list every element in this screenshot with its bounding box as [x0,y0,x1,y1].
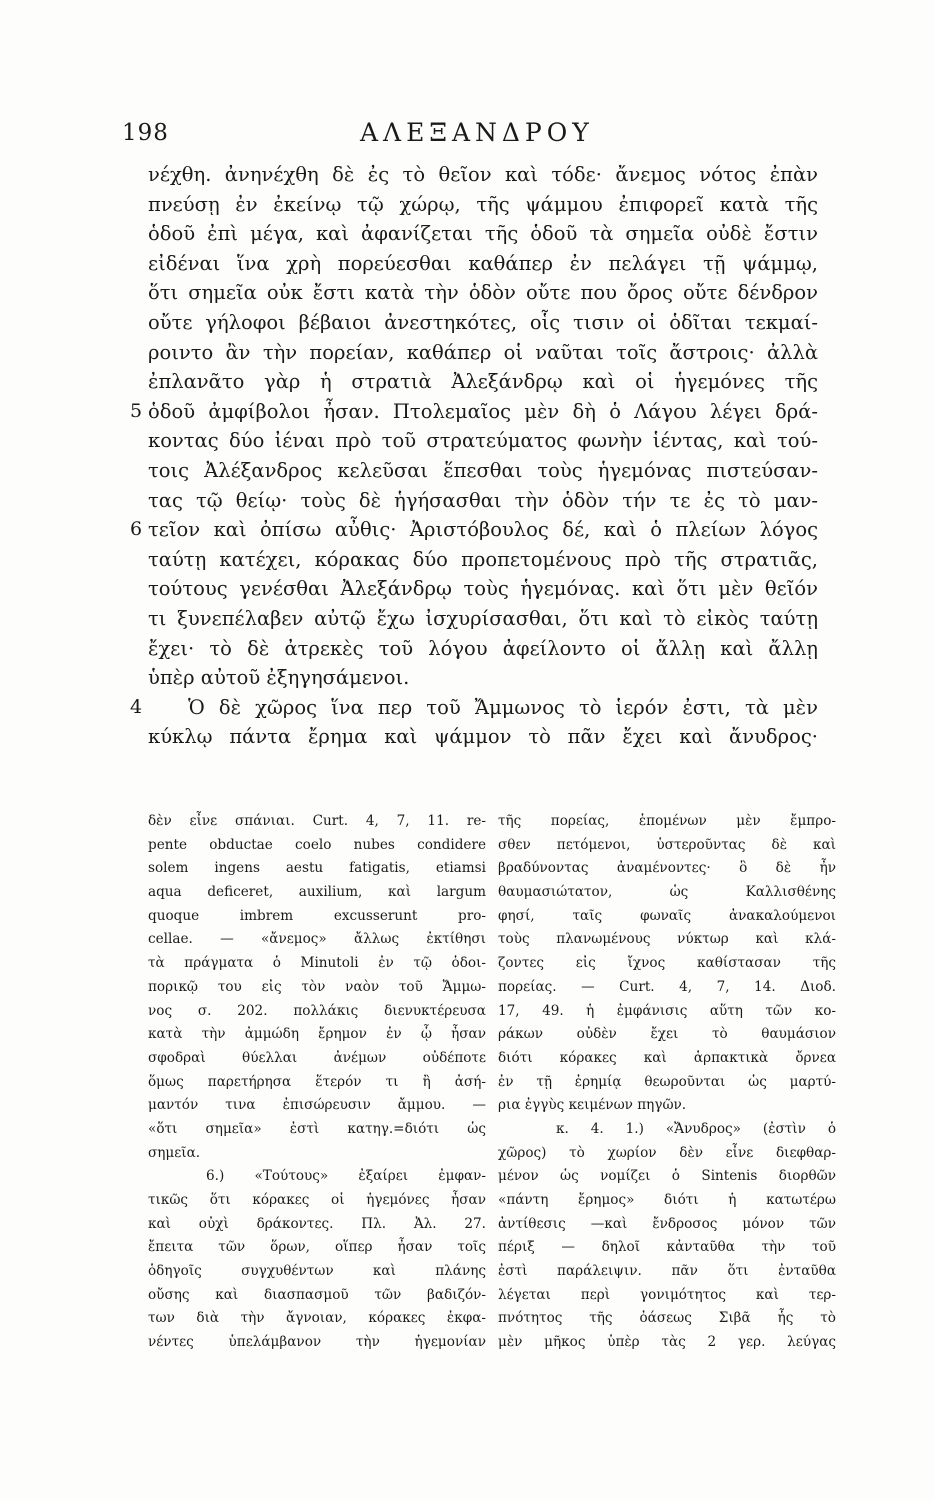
main-text-line [148,160,818,190]
commentary-line: πορείας. — Curt. 4, 7, 14. Διοδ. [498,978,836,995]
commentary-line: νέντες ὑπελάμβανον τὴν ἡγεμονίαν [148,1334,486,1351]
main-text-line [148,367,818,397]
main-text-line [130,397,818,427]
commentary-line: ὅμως παρετήρησα ἕτερόν τι ἢ ἀσή- [148,1073,486,1090]
main-text-content: τεῖον καὶ ὀπίσω αὖθις· Ἀριστόβουλος δέ, καὶ ὁ πλείων λόγος [148,518,818,542]
commentary-line: σθεν πετόμενοι, ὑστεροῦντας δὲ καὶ [498,836,836,853]
main-text-line [148,426,818,456]
commentary-line: τὰ πράγματα ὁ Minutoli ἐν τῷ ὁδοι- [148,955,486,972]
commentary-line: ἐστὶ παράλειψιν. πᾶν ὅτι ἐνταῦθα [498,1263,836,1280]
commentary-line: χῶρος) τὸ χωρίον δὲν εἶνε διεφθαρ- [498,1144,836,1161]
main-text-line [148,604,818,634]
commentary-line: ὁδηγοῖς συγχυθέντων καὶ πλάνης [148,1263,486,1280]
commentary-line: διότι κόρακες καὶ ἁρπακτικὰ ὄρνεα [498,1049,836,1066]
main-text-content: ὑπὲρ αὐτοῦ ἐξηγησάμενοι. [148,666,410,690]
commentary-line: pente obductae coelo nubes condidere [148,836,486,853]
main-text-content: κοντας δύο ἰέναι πρὸ τοῦ στρατεύματος φωνὴν ἱέντας, καὶ τού- [148,429,818,453]
main-text-content: νέχθη. ἀνηνέχθη δὲ ἐς τὸ θεῖον καὶ τόδε· ἄνεμος νότος ἐπὰν [148,163,818,186]
main-text-line [148,219,818,249]
commentary-line: μαντόν τινα ἐπισώρευσιν ἄμμου. — [148,1097,486,1114]
main-text-content: ταύτῃ κατέχει, κόρακας δύο προπετομένους πρὸ τῆς στρατιᾶς, [148,547,818,571]
main-text-content: ὅτι σημεῖα οὐκ ἔστι κατὰ τὴν ὁδὸν οὔτε που ὄρος οὔτε δένδρον [148,281,818,305]
main-text-content: Ὁ δὲ χῶρος ἵνα περ τοῦ Ἄμμωνος τὸ ἱερόν ἐστι, τὰ μὲν [188,695,818,719]
main-text-line [130,515,818,545]
main-text-line [148,456,818,486]
commentary-line: τικῶς ὅτι κόρακες οἱ ἡγεμόνες ἦσαν [148,1192,486,1208]
main-greek-text [130,160,818,752]
commentary-line: μὲν μῆκος ὑπὲρ τὰς 2 γερ. λεύγας [498,1334,836,1351]
commentary-line: πέριξ — δηλοῖ κἀνταῦθα τὴν τοῦ [498,1239,836,1256]
main-text-line [148,574,818,604]
commentary-line: φησί, ταῖς φωναῖς ἀνακαλούμενοι [498,907,836,924]
commentary-line: θαυμασιώτατον, ὡς Καλλισθένης [498,884,836,901]
commentary-line: quoque imbrem excusserunt pro- [148,907,486,924]
commentary-line: κ. 4. 1.) «Ἄνυδρος» (ἐστὶν ὁ [556,1120,836,1137]
main-text-line [148,663,818,693]
main-text-line [148,338,818,368]
main-text-line [148,486,818,516]
section-number: 4 [130,695,143,718]
main-text-line [148,545,818,575]
commentary-line: μένον ὡς νομίζει ὁ Sintenis διορθῶν [498,1168,836,1185]
main-text-line [148,634,818,664]
commentary-line: σημεῖα. [148,1144,201,1161]
main-text-line [148,722,818,752]
commentary-line: λέγεται περὶ γονιμότητος καὶ τερ- [498,1286,836,1303]
main-text-content: τι ξυνεπέλαβεν αὐτῷ ἔχω ἰσχυρίσασθαι, ὅτι καὶ τὸ εἰκὸς ταύτῃ [148,606,818,630]
commentary-line: πορικῷ του εἰς τὸν ναὸν τοῦ Ἄμμω- [148,978,486,995]
commentary-line: ζοντες εἰς ἴχνος καθίστασαν τῆς [498,955,836,972]
commentary-line: ἐν τῇ ἐρημίᾳ θεωροῦνται ὡς μαρτύ- [498,1073,836,1090]
commentary-line: aqua deficeret, auxilium, καὶ largum [148,884,486,901]
main-text-content: κύκλῳ πάντα ἔρημα καὶ ψάμμον τὸ πᾶν ἔχει καὶ ἄνυδρος· [148,725,818,749]
main-text-content: εἰδέναι ἵνα χρὴ πορεύεσθαι καθάπερ ἐν πελάγει τῇ ψάμμῳ, [148,251,818,275]
commentary-line: 17, 49. ἡ ἐμφάνισις αὕτη τῶν κο- [498,1002,836,1019]
commentary-line: ρια ἐγγὺς κειμένων πηγῶν. [498,1097,687,1114]
page-number: 198 [122,120,169,146]
commentary-line: πνότητος τῆς ὀάσεως Σιβᾶ ἧς τὸ [498,1310,836,1327]
main-text-content: ἔχει· τὸ δὲ ἀτρεκὲς τοῦ λόγου ἀφείλοντο οἱ ἄλλῃ καὶ ἄλλῃ [148,636,818,660]
main-text-line [148,278,818,308]
main-text-content: τούτους γενέσθαι Ἀλεξάνδρῳ τοὺς ἡγεμόνας. καὶ ὅτι μὲν θεῖόν [148,577,818,601]
commentary-line: σφοδραὶ θύελλαι ἀνέμων οὐδέποτε [148,1049,486,1066]
commentary-line: 6.) «Τούτους» ἐξαίρει ἐμφαν- [206,1168,486,1185]
commentary-line: οὔσης καὶ διασπασμοῦ τῶν βαδιζόν- [148,1286,486,1303]
commentary-line: καὶ οὐχὶ δράκοντες. Πλ. Ἀλ. 27. [148,1215,486,1232]
commentary-line: τοὺς πλανωμένους νύκτωρ καὶ κλά- [498,931,836,948]
commentary-line: τῆς πορείας, ἑπομένων μὲν ἔμπρο- [498,813,836,829]
commentary-column-left [148,810,486,1355]
main-text-line [148,249,818,279]
commentary-line: «πάντη ἔρημος» διότι ἡ κατωτέρω [498,1192,836,1208]
running-head: ΑΛΕΞΑΝΔΡΟΥ [360,118,594,147]
commentary-line: ἀντίθεσις —καὶ ἔνδροσος μόνον τῶν [498,1215,836,1232]
commentary-line: βραδύνοντας ἀναμένοντες· ὃ δὲ ἦν [498,860,836,877]
main-text-content: οὔτε γήλοφοι βέβαιοι ἀνεστηκότες, οἷς τισιν οἱ ὁδῖται τεκμαί- [148,310,818,334]
section-number: 5 [130,399,143,422]
section-number: 6 [130,518,143,541]
commentary-column-right [498,810,836,1355]
commentary-line: solem ingens aestu fatigatis, etiamsi [148,860,486,877]
main-text-content: τας τῷ θείῳ· τοὺς δὲ ἡγήσασθαι τὴν ὁδὸν τήν τε ἐς τὸ μαν- [148,488,818,512]
main-text-content: πνεύσῃ ἐν ἐκείνῳ τῷ χώρῳ, τῆς ψάμμου ἐπιφορεῖ κατὰ τῆς [148,192,818,216]
main-text-content: ροιντο ἂν τὴν πορείαν, καθάπερ οἱ ναῦται τοῖς ἄστροις· ἀλλὰ [148,340,818,364]
commentary-line: «ὅτι σημεῖα» ἐστὶ κατηγ.=διότι ὡς [148,1120,486,1137]
commentary-line: cellae. — «ἄνεμος» ἄλλως ἐκτίθησι [148,931,486,948]
commentary-line: νος σ. 202. πολλάκις διενυκτέρευσα [148,1002,486,1019]
commentary-line: δὲν εἶνε σπάνιαι. Curt. 4, 7, 11. re- [148,813,486,829]
commentary-line: ἔπειτα τῶν ὅρων, οἵπερ ἦσαν τοῖς [148,1239,486,1256]
commentary-line: ράκων οὐδὲν ἔχει τὸ θαυμάσιον [498,1026,836,1043]
main-text-line [148,190,818,220]
main-text-line [130,693,818,723]
main-text-content: ὁδοῦ ἐπὶ μέγα, καὶ ἀφανίζεται τῆς ὁδοῦ τὰ σημεῖα οὐδὲ ἔστιν [148,222,818,246]
main-text-content: τοις Ἀλέξανδρος κελεῦσαι ἕπεσθαι τοὺς ἡγεμόνας πιστεύσαν- [148,458,818,482]
main-text-content: ὁδοῦ ἀμφίβολοι ἦσαν. Πτολεμαῖος μὲν δὴ ὁ Λάγου λέγει δρά- [148,399,818,423]
commentary-line: κατὰ τὴν ἀμμώδη ἔρημον ἐν ᾧ ἦσαν [148,1026,486,1043]
main-text-line [148,308,818,338]
commentary-line: των διὰ τὴν ἄγνοιαν, κόρακες ἐκφα- [148,1310,486,1327]
main-text-content: ἐπλανᾶτο γὰρ ἡ στρατιὰ Ἀλεξάνδρῳ καὶ οἱ ἡγεμόνες τῆς [148,370,818,394]
